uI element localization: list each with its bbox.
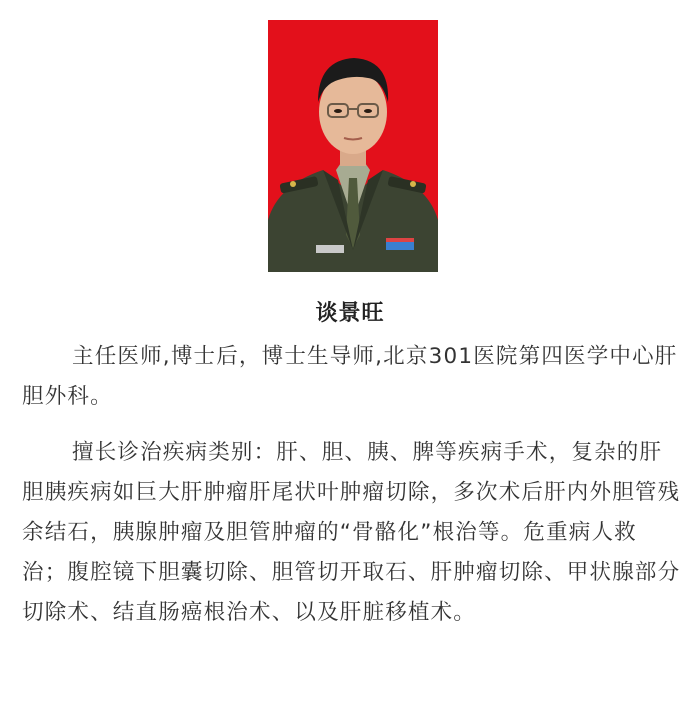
portrait-illustration bbox=[268, 20, 438, 272]
title-paragraph: 主任医师,博士后，博士生导师,北京301医院第四医学中心肝胆外科。 bbox=[22, 344, 678, 409]
portrait-photo bbox=[268, 20, 438, 272]
specialty-paragraph: 擅长诊治疾病类别：肝、胆、胰、脾等疾病手术，复杂的肝胆胰疾病如巨大肝肿瘤肝尾状叶肿瘤切除，多次术后肝内外胆管残余结石，胰腺肿瘤及胆管肿瘤的“骨骼化”根治等。危重病人救治；腹腔镜下胆囊切除、胆管切开取石、肝肿瘤切除、甲状腺部分切除术、结直肠癌根治术、以及肝脏移植术。 bbox=[22, 440, 681, 625]
doctor-name: 谈景旺 bbox=[315, 301, 385, 326]
